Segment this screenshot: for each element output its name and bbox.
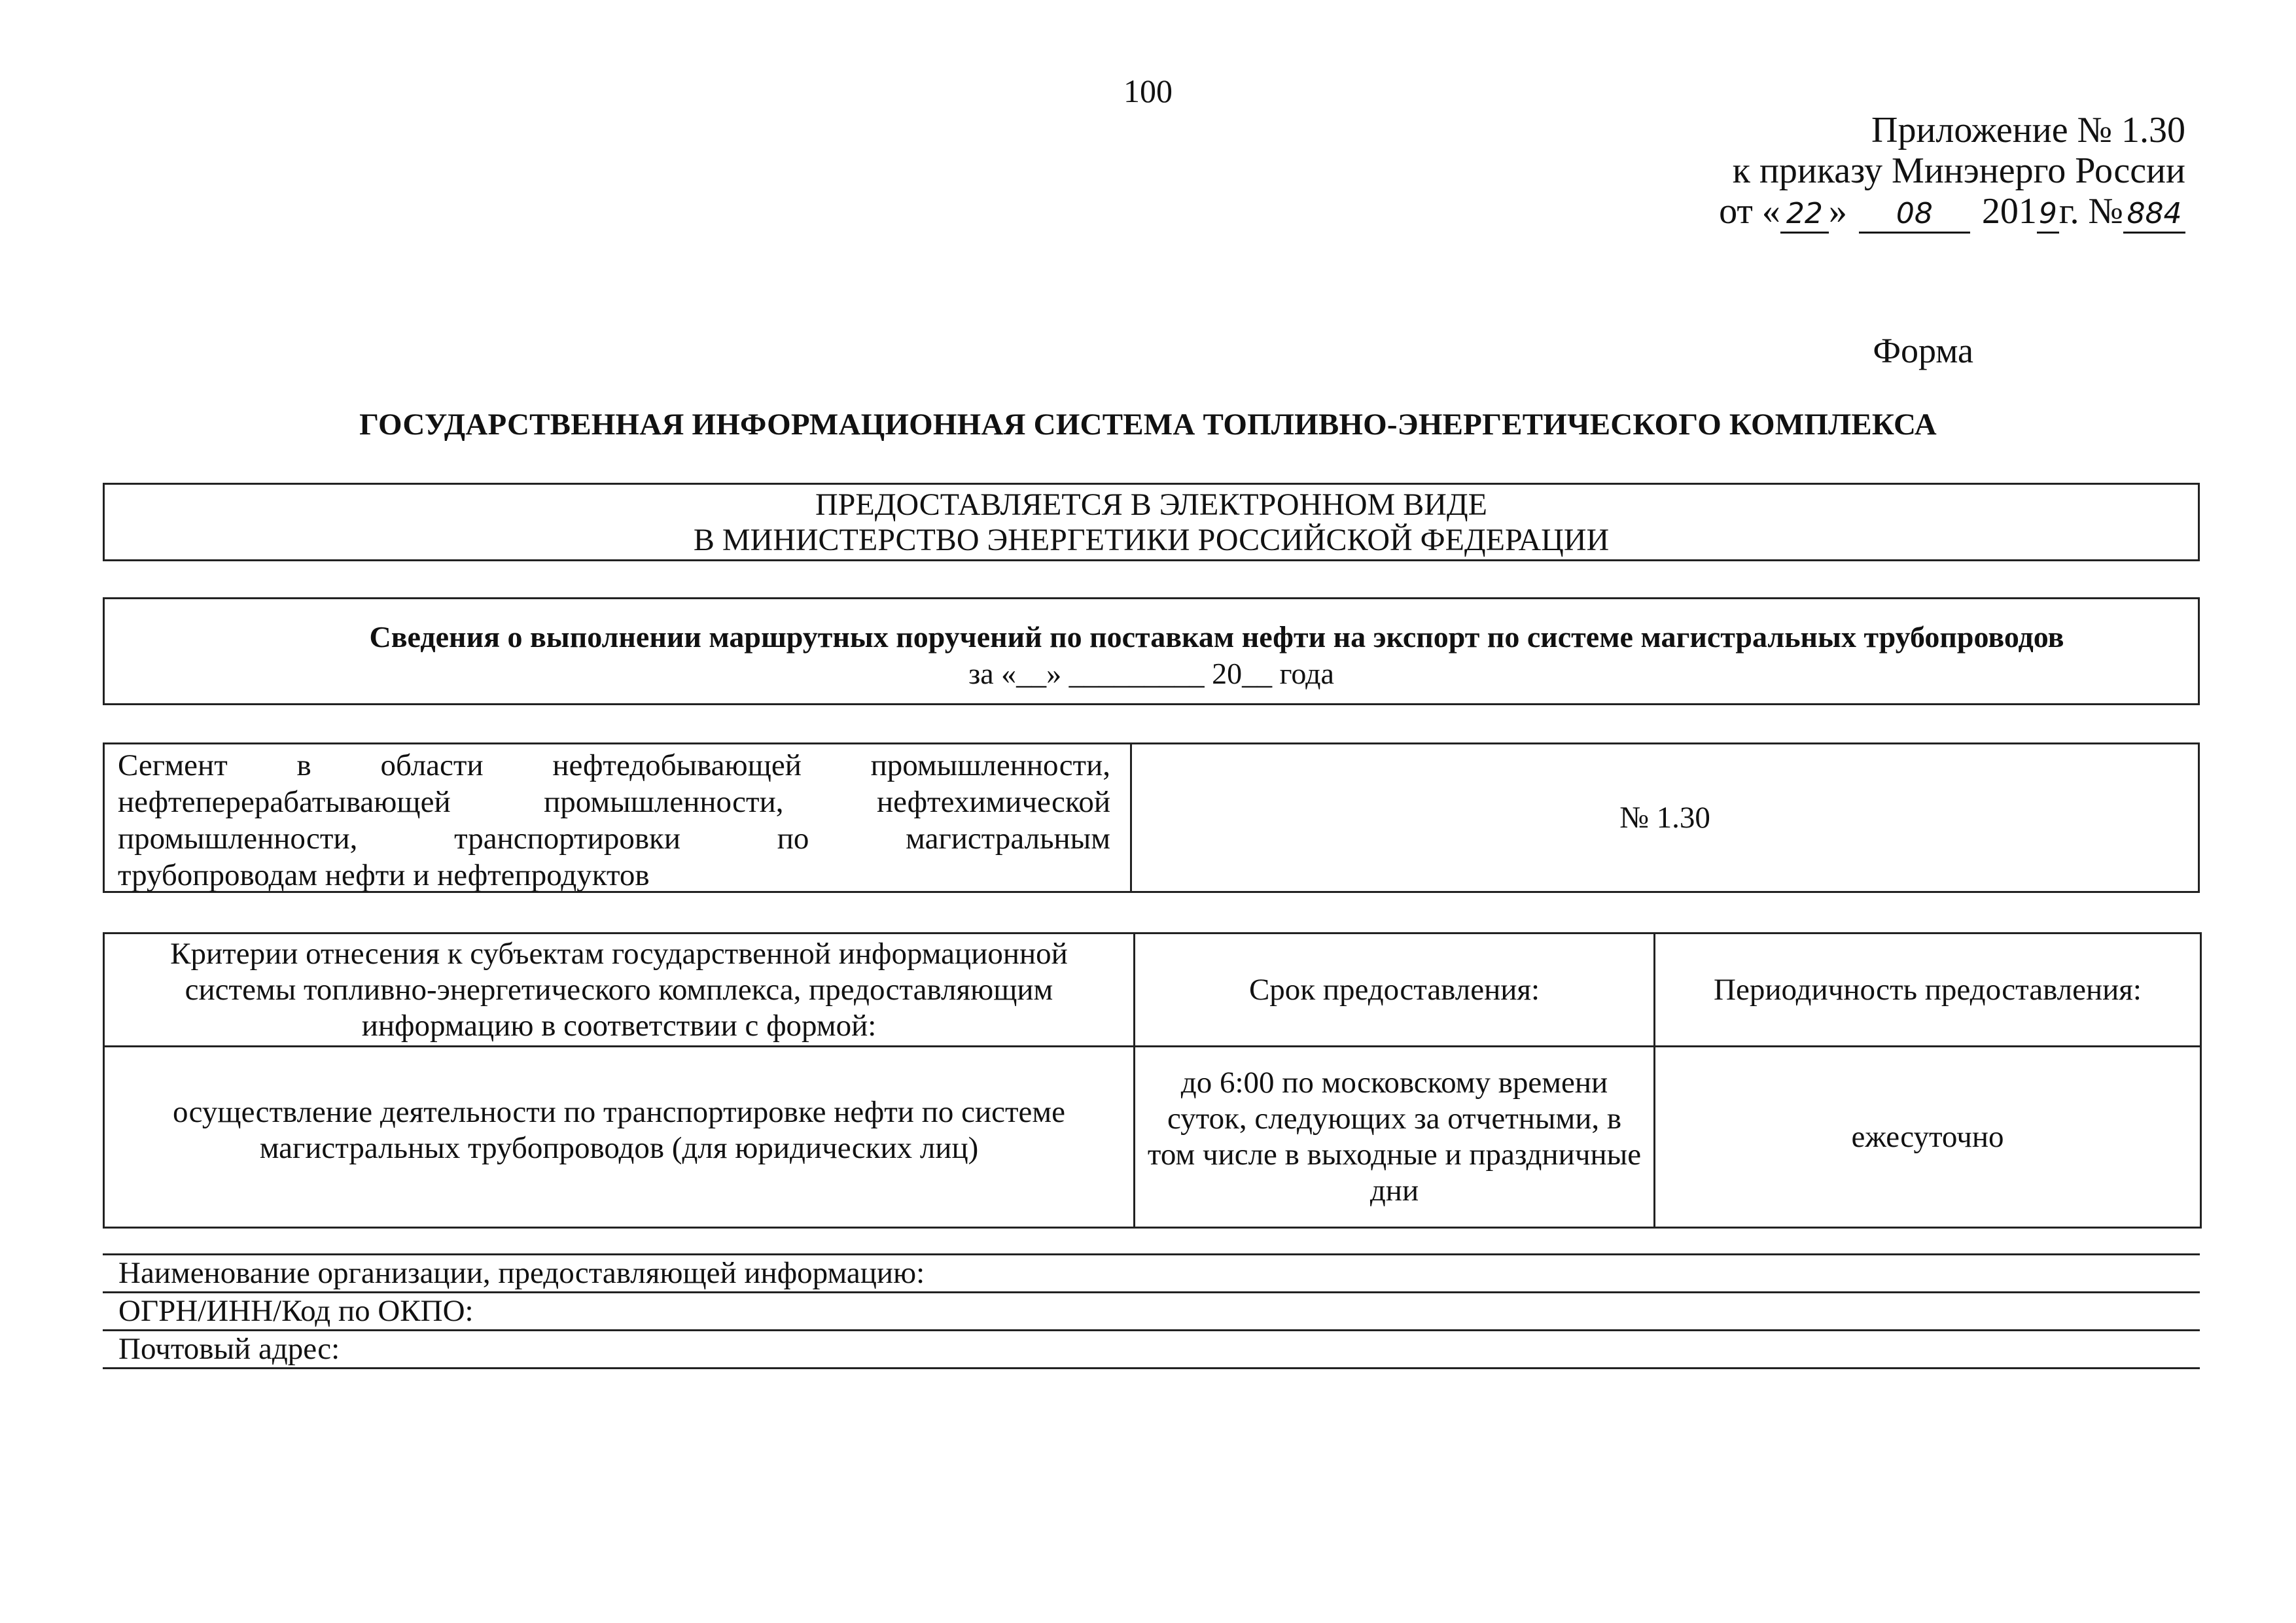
system-title: ГОСУДАРСТВЕННАЯ ИНФОРМАЦИОННАЯ СИСТЕМА ТОПЛИВНО-ЭНЕРГЕТИЧЕСКОГО КОМПЛЕКСА — [359, 408, 1937, 442]
segment-description — [105, 744, 1132, 891]
annex-order-number: 884 — [2123, 196, 2185, 234]
segment-line-3: промышленности, транспортировки по магистральным — [118, 822, 1110, 856]
annex-number-prefix: г. № — [2058, 191, 2123, 232]
annex-date-year-digit: 9 — [2037, 196, 2059, 234]
criteria-header-frequency: Периодичность предоставления: — [1655, 934, 2201, 1047]
criteria-header-deadline: Срок предоставления: — [1135, 934, 1655, 1047]
criteria-frequency: ежесуточно — [1655, 1047, 2201, 1228]
electronic-notice-box — [103, 483, 2200, 561]
annex-date-year-prefix: 201 — [1981, 191, 2037, 232]
form-label: Форма — [1873, 331, 1973, 370]
organization-ids-field[interactable]: ОГРН/ИНН/Код по ОКПО: — [103, 1291, 2200, 1329]
annex-date-line — [1629, 191, 2185, 234]
criteria-header-criteria: Критерии отнесения к субъектам государственной информационной системы топливно-энергетического комплекса, предоставляющим информацию в соответствии с формой: — [104, 934, 1135, 1047]
criteria-table — [103, 932, 2202, 1229]
annex-date-mid: » — [1828, 191, 1847, 232]
annex-title: Приложение № 1.30 — [1871, 110, 2185, 150]
report-title: Сведения о выполнении маршрутных поручений по поставкам нефти на экспорт по системе магистральных трубопроводов — [369, 620, 2064, 654]
segment-table — [103, 742, 2200, 893]
annex-date-prefix: от « — [1719, 191, 1780, 232]
annex-date-month: 08 — [1859, 196, 1970, 234]
postal-address-field[interactable]: Почтовый адрес: — [103, 1329, 2200, 1369]
criteria-deadline: до 6:00 по московскому времени суток, следующих за отчетными, в том числе в выходные и праздничные дни — [1135, 1047, 1655, 1228]
annex-date-day: 22 — [1780, 196, 1829, 234]
segment-line-1: Сегмент в области нефтедобывающей промышленности, — [118, 748, 1110, 782]
electronic-notice-line2: В МИНИСТЕРСТВО ЭНЕРГЕТИКИ РОССИЙСКОЙ ФЕДЕРАЦИИ — [693, 523, 1610, 557]
page-number: 100 — [1123, 73, 1173, 109]
segment-line-2: нефтеперерабатывающей промышленности, нефтехимической — [118, 785, 1110, 819]
criteria-header-row — [104, 934, 2201, 1047]
organization-name-field[interactable]: Наименование организации, предоставляющей информацию: — [103, 1253, 2200, 1291]
criteria-data-row — [104, 1047, 2201, 1228]
criteria-activity: осуществление деятельности по транспортировке нефти по системе магистральных трубопроводов (для юридических лиц) — [104, 1047, 1135, 1228]
segment-line-4: трубопроводам нефти и нефтепродуктов — [118, 858, 650, 892]
electronic-notice-line1: ПРЕДОСТАВЛЯЕТСЯ В ЭЛЕКТРОННОМ ВИДЕ — [815, 487, 1487, 522]
annex-order: к приказу Минэнерго России — [1732, 150, 2185, 191]
annex-header — [1629, 110, 2185, 234]
form-number: № 1.30 — [1619, 801, 1710, 835]
report-period: за «__» _________ 20__ года — [968, 657, 1334, 690]
report-title-box — [103, 597, 2200, 705]
